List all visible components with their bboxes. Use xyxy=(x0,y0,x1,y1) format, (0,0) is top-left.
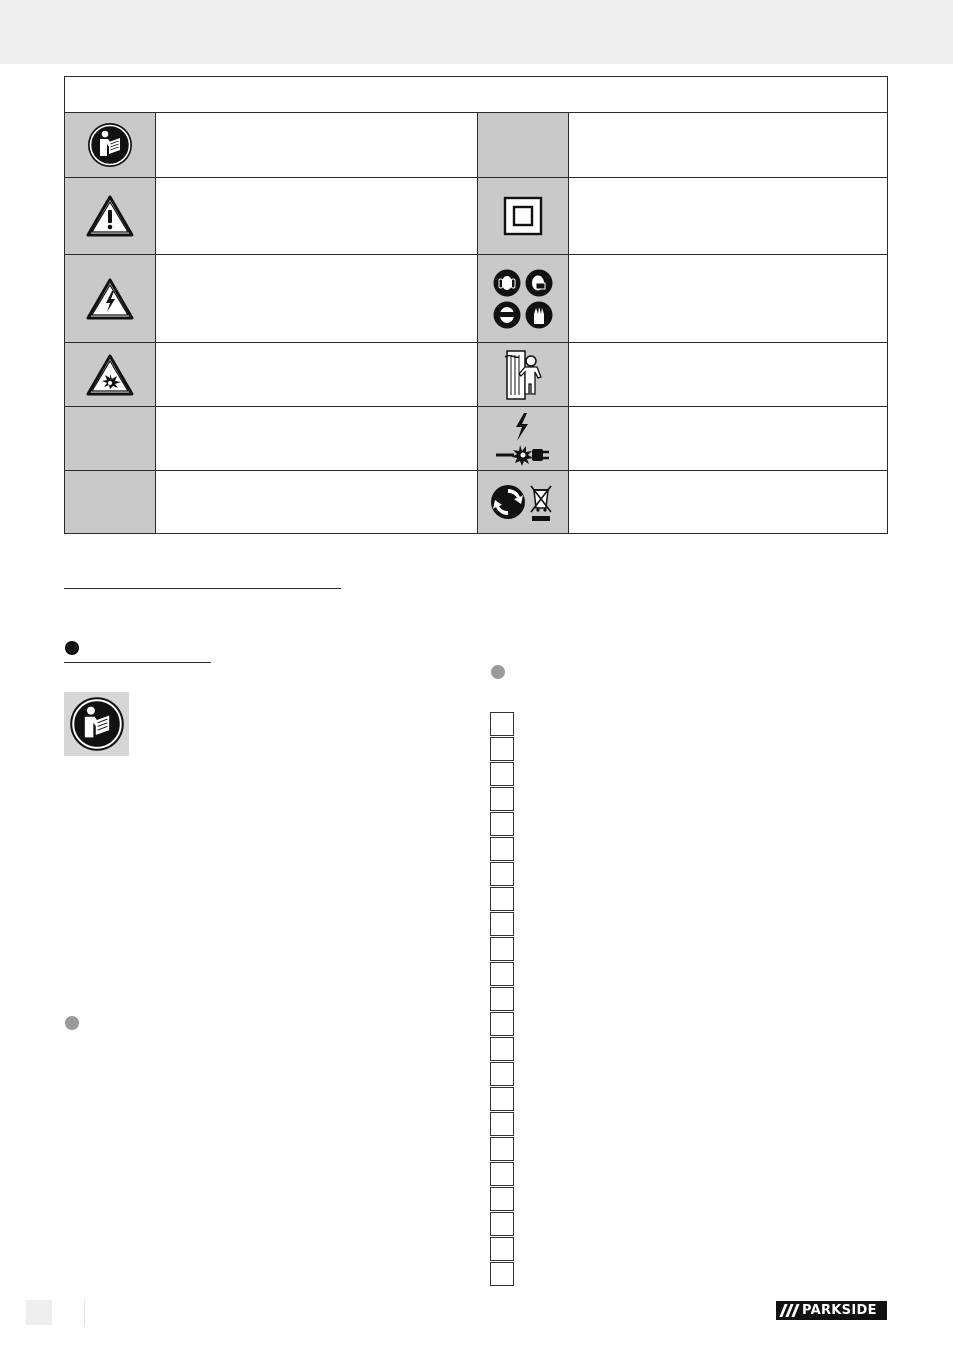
part-number-box xyxy=(490,1262,514,1286)
warning-icon xyxy=(86,195,134,237)
page-number-box xyxy=(26,1300,52,1325)
protection-class-ii-icon xyxy=(503,196,543,236)
part-number-box xyxy=(490,1212,514,1236)
part-number-box xyxy=(490,1037,514,1061)
pictogram-legend-table xyxy=(64,76,888,534)
section-bullet xyxy=(65,1016,79,1030)
legend-text-cell xyxy=(156,471,476,533)
part-number-box xyxy=(490,862,514,886)
part-number-box xyxy=(490,1012,514,1036)
part-number-box xyxy=(490,912,514,936)
electric-shock-warning-icon xyxy=(86,278,134,320)
legend-icon-cell xyxy=(477,113,569,177)
legend-icon-cell xyxy=(477,343,569,406)
legend-icon-cell xyxy=(477,471,569,533)
part-number-box xyxy=(490,1137,514,1161)
legend-row xyxy=(65,255,887,343)
brand-logo-text: PARKSIDE xyxy=(802,1303,877,1318)
logo-stripes-icon xyxy=(776,1301,802,1320)
legend-icon-cell xyxy=(477,407,569,470)
legend-row xyxy=(65,471,887,533)
legend-icon-cell xyxy=(65,178,156,254)
legend-icon-cell xyxy=(477,178,569,254)
part-number-box xyxy=(490,712,514,736)
part-number-box xyxy=(490,1062,514,1086)
page-header-band xyxy=(0,0,953,64)
legend-text-cell xyxy=(156,343,476,406)
footer-divider xyxy=(84,1300,85,1326)
legend-icon-cell xyxy=(65,343,156,406)
part-number-box xyxy=(490,962,514,986)
read-manual-icon xyxy=(87,122,133,168)
part-number-box xyxy=(490,737,514,761)
part-number-box xyxy=(490,837,514,861)
legend-icon-cell xyxy=(65,113,156,177)
legend-icon-cell xyxy=(65,471,156,533)
legend-text-cell xyxy=(568,343,887,406)
section-heading-underline xyxy=(64,588,341,589)
part-number-box xyxy=(490,887,514,911)
legend-text-cell xyxy=(156,255,476,342)
part-number-box xyxy=(490,1237,514,1261)
part-number-box xyxy=(490,1087,514,1111)
part-number-box xyxy=(490,812,514,836)
part-number-box xyxy=(490,1187,514,1211)
legend-icon-cell xyxy=(65,407,156,470)
legend-row xyxy=(65,407,887,471)
protective-equipment-icon xyxy=(492,268,554,330)
section-bullet xyxy=(65,641,79,655)
recycling-disposal-icon xyxy=(490,480,556,524)
brand-logo xyxy=(776,1301,887,1320)
part-number-box xyxy=(490,937,514,961)
legend-text-cell xyxy=(156,113,476,177)
subsection-heading-underline xyxy=(64,662,211,663)
part-number-box xyxy=(490,762,514,786)
unplug-mains-icon xyxy=(494,411,552,467)
legend-text-cell xyxy=(156,178,476,254)
legend-text-cell xyxy=(568,407,887,470)
legend-row xyxy=(65,113,887,178)
legend-icon-cell xyxy=(477,255,569,342)
part-number-box xyxy=(490,1112,514,1136)
legend-text-cell xyxy=(568,471,887,533)
read-manual-icon xyxy=(69,696,125,752)
legend-row xyxy=(65,178,887,255)
legend-text-cell xyxy=(568,113,887,177)
legend-text-cell xyxy=(568,255,887,342)
legend-table-header xyxy=(65,77,887,113)
keep-children-away-icon xyxy=(501,349,545,401)
legend-text-cell xyxy=(156,407,476,470)
part-number-box xyxy=(490,987,514,1011)
part-number-box xyxy=(490,787,514,811)
read-manual-notice xyxy=(64,692,129,756)
legend-text-cell xyxy=(568,178,887,254)
explosive-warning-icon xyxy=(86,354,134,396)
legend-row xyxy=(65,343,887,407)
legend-icon-cell xyxy=(65,255,156,342)
section-bullet xyxy=(491,665,505,679)
part-number-box xyxy=(490,1162,514,1186)
